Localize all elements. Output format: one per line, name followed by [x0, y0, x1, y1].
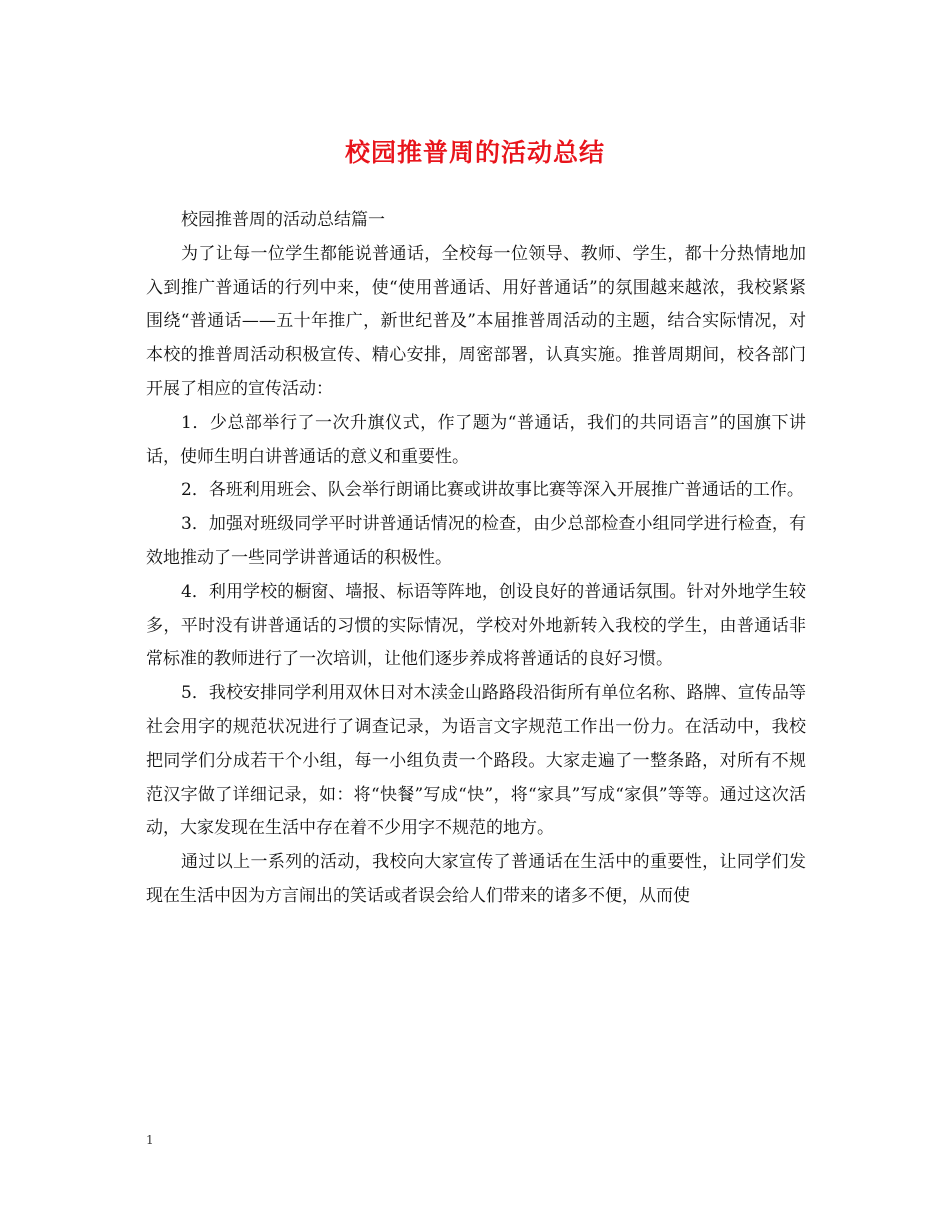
paragraph-item-3: 3．加强对班级同学平时讲普通话情况的检查，由少总部检查小组同学进行检查，有效地推动了一些同学讲普通话的积极性。: [146, 514, 806, 568]
page-number: 1: [146, 1133, 154, 1147]
document-title: 校园推普周的活动总结: [344, 138, 605, 167]
paragraph-conclusion: 通过以上一系列的活动，我校向大家宣传了普通话在生活中的重要性，让同学们发现在生活中因为方言闹出的笑话或者误会给人们带来的诸多不便，从而使: [146, 852, 806, 906]
paragraph-item-5: 5．我校安排同学利用双休日对木渎金山路路段沿街所有单位名称、路牌、宣传品等社会用字的规范状况进行了调查记录，为语言文字规范工作出一份力。在活动中，我校把同学们分成若干个小组，每一小组负责一个路段。大家走遍了一整条路，对所有不规范汉字做了详细记录，如：将“快餐”写成“快”，将“家具”写成“家俱”等等。通过这次活动，大家发现在生活中存在着不少用字不规范的地方。: [146, 683, 806, 839]
document-body: [146, 204, 806, 914]
paragraph-intro: 为了让每一位学生都能说普通话，全校每一位领导、教师、学生，都十分热情地加入到推广普通话的行列中来，使“使用普通话、用好普通话”的氛围越来越浓，我校紧紧围绕“普通话——五十年推广，新世纪普及”本届推普周活动的主题，结合实际情况，对本校的推普周活动积极宣传、精心安排，周密部署，认真实施。推普周期间，校各部门开展了相应的宣传活动：: [146, 243, 806, 399]
paragraph-subtitle: 校园推普周的活动总结篇一: [181, 210, 385, 230]
paragraph-item-4: 4．利用学校的橱窗、墙报、标语等阵地，创设良好的普通话氛围。针对外地学生较多，平时没有讲普通话的习惯的实际情况，学校对外地新转入我校的学生，由普通话非常标准的教师进行了一次培训，让他们逐步养成将普通话的良好习惯。: [146, 581, 806, 670]
paragraph-item-1: 1．少总部举行了一次升旗仪式，作了题为“普通话，我们的共同语言”的国旗下讲话，使师生明白讲普通话的意义和重要性。: [146, 412, 806, 467]
paragraph-item-2: 2．各班利用班会、队会举行朗诵比赛或讲故事比赛等深入开展推广普通话的工作。: [181, 480, 804, 501]
